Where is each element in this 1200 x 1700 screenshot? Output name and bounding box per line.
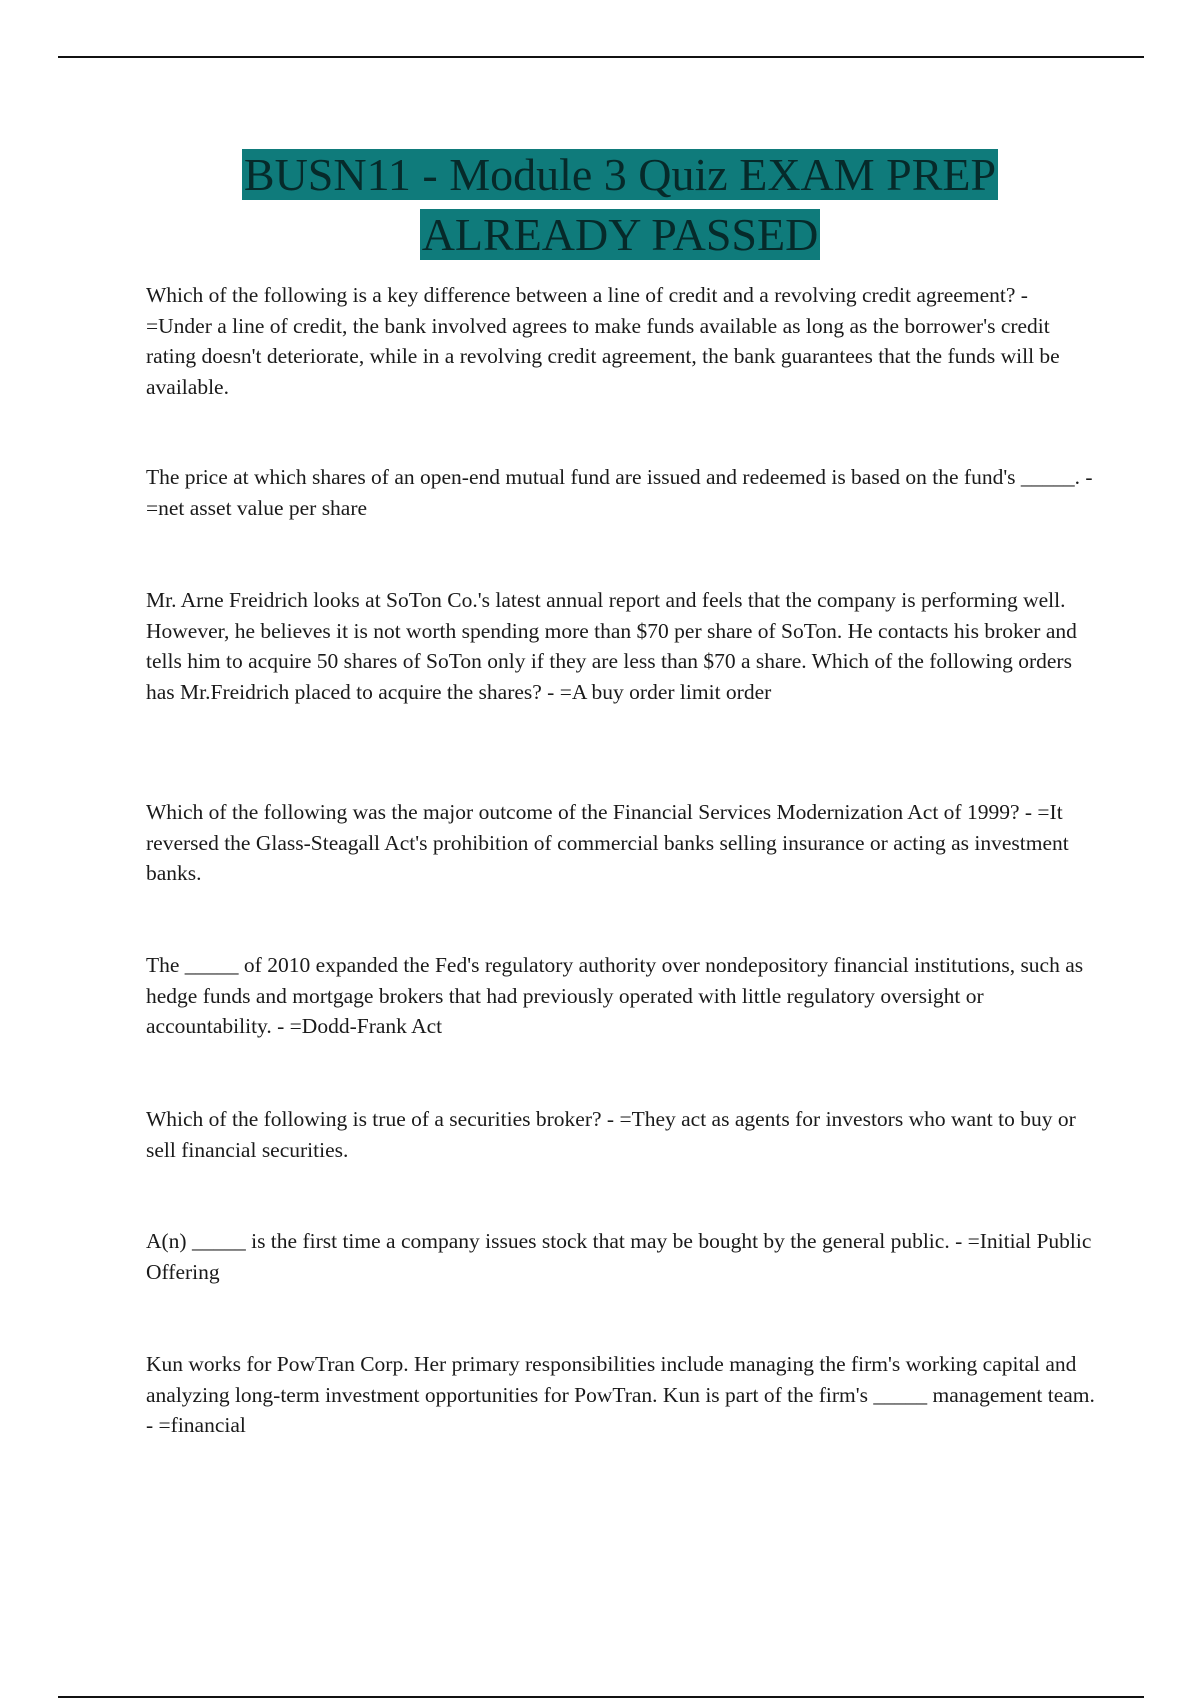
qa-item: Which of the following is a key difference between a line of credit and a revolving credit agreement? - =Under a line of credit, the bank involved agrees to make funds available as long as the borrower's credit rating doesn't deteriorate, while in a revolving credit agreement, the bank guarantees that the funds will be available. [146, 283, 1060, 399]
top-rule [58, 56, 1144, 58]
document-title [140, 145, 1100, 265]
title-line-1: BUSN11 - Module 3 Quiz EXAM PREP [243, 149, 997, 200]
qa-item: The _____ of 2010 expanded the Fed's regulatory authority over nondepository financial institutions, such as hedge funds and mortgage brokers that had previously operated with little regulatory oversight or accountability. - =Dodd-Frank Act [146, 953, 1084, 1038]
qa-item: Which of the following is true of a securities broker? - =They act as agents for investors who want to buy or sell financial securities. [146, 1107, 1076, 1162]
qa-item: Mr. Arne Freidrich looks at SoTon Co.'s latest annual report and feels that the company is performing well. However, he believes it is not worth spending more than $70 per share of SoTon. He contacts his broker and tells him to acquire 50 shares of SoTon only if they are less than $70 a share. Which of the following orders has Mr.Freidrich placed to acquire the shares? - =A buy order limit order [146, 588, 1077, 704]
qa-item: Kun works for PowTran Corp. Her primary responsibilities include managing the firm's working capital and analyzing long-term investment opportunities for PowTran. Kun is part of the firm's _____ management team. - =financial [146, 1352, 1095, 1437]
qa-item: The price at which shares of an open-end mutual fund are issued and redeemed is based on the fund's _____. - =net asset value per share [146, 465, 1093, 520]
title-line-2: ALREADY PASSED [421, 209, 819, 260]
qa-item: A(n) _____ is the first time a company issues stock that may be bought by the general public. - =Initial Public Offering [146, 1229, 1092, 1284]
qa-item: Which of the following was the major outcome of the Financial Services Modernization Act of 1999? - =It reversed the Glass-Steagall Act's prohibition of commercial banks selling insurance or acting as investment banks. [146, 800, 1069, 885]
bottom-rule [58, 1696, 1144, 1698]
